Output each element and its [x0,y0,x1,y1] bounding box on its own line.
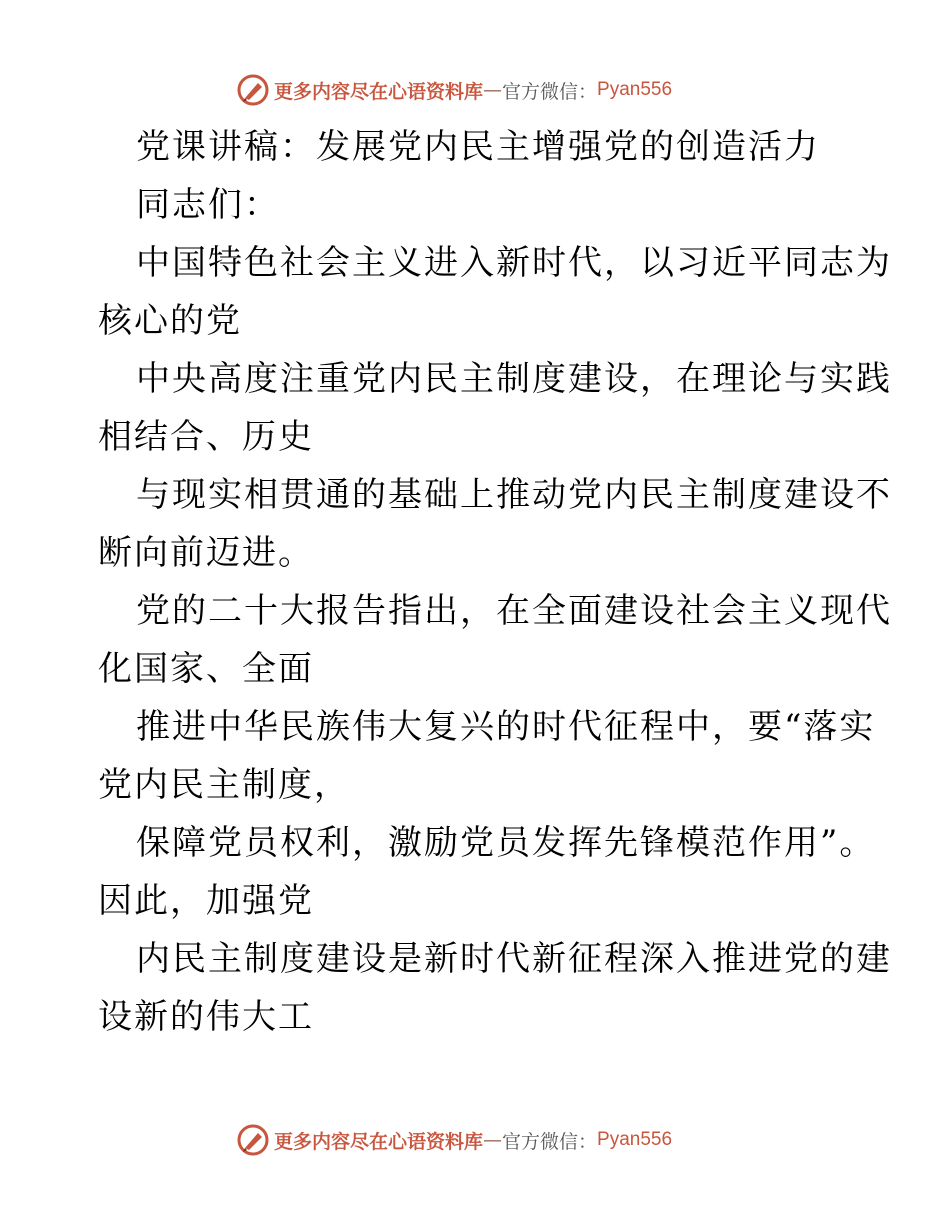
paragraph-line: 与现实相贯通的基础上推动党内民主制度建设不 [136,475,892,515]
watermark-site-text: 更多内容尽在心语资料库 [274,80,484,103]
watermark-wechat-id: Pyan556 [597,1129,673,1150]
paragraph-line: 设新的伟大工 [98,997,314,1037]
paragraph-line: 相结合、历史 [98,417,314,457]
paragraph-line: 核心的党 [98,301,242,341]
paragraph-line: 党的二十大报告指出，在全面建设社会主义现代 [136,591,892,631]
pen-logo-icon [236,73,270,107]
paragraph-line: 党内民主制度， [98,765,350,805]
header-watermark [236,72,672,108]
paragraph-line: 中央高度注重党内民主制度建设，在理论与实践 [136,359,892,399]
paragraph-line: 化国家、全面 [98,649,314,689]
footer-watermark [236,1122,672,1158]
watermark-wechat-label: 官方微信： [502,1130,598,1153]
watermark-site-text: 更多内容尽在心语资料库 [274,1130,484,1153]
paragraph-line: 内民主制度建设是新时代新征程深入推进党的建 [136,939,892,979]
salutation: 同志们： [136,185,280,225]
document-title: 党课讲稿：发展党内民主增强党的创造活力 [136,127,820,167]
watermark-wechat-id: Pyan556 [597,79,673,100]
paragraph-line: 保障党员权利，激励党员发挥先锋模范作用”。 [136,823,876,863]
watermark-dash: — [483,1129,503,1151]
paragraph-line: 中国特色社会主义进入新时代，以习近平同志为 [136,243,892,283]
paragraph-line: 因此，加强党 [98,881,314,921]
paragraph-line: 推进中华民族伟大复兴的时代征程中，要“落实 [136,707,876,747]
watermark-wechat-label: 官方微信： [502,80,598,103]
pen-logo-icon [236,1123,270,1157]
document-body [98,118,892,1046]
watermark-dash: — [483,79,503,101]
paragraph-line: 断向前迈进。 [98,533,314,573]
